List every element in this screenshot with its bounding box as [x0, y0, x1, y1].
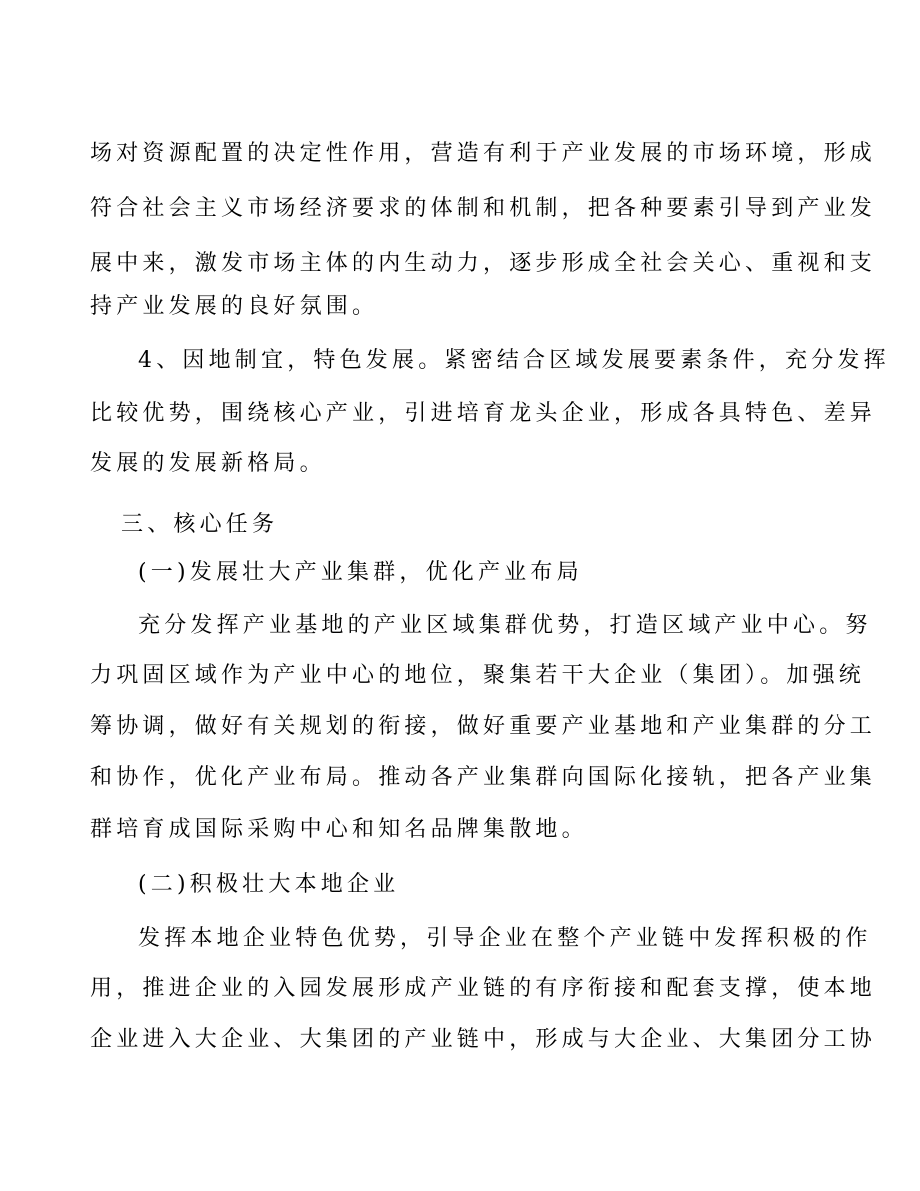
paragraph-line: 持产业发展的良好氛围。 — [90, 294, 379, 319]
paragraph-line: 4、因地制宜，特色发展。紧密结合区域发展要素条件，充分发挥 — [138, 348, 890, 373]
paragraph-line: 群培育成国际采购中心和知名品牌集散地。 — [90, 817, 588, 842]
subheading: (二)积极壮大本地企业 — [138, 872, 400, 897]
paragraph-line: 符合社会主义市场经济要求的体制和机制，把各种要素引导到产业发 — [90, 196, 877, 221]
paragraph-line: 发展的发展新格局。 — [90, 451, 326, 476]
paragraph-line: 和协作，优化产业布局。推动各产业集群向国际化接轨，把各产业集 — [90, 765, 877, 790]
paragraph-line: 用，推进企业的入园发展形成产业链的有序衔接和配套支撑，使本地 — [90, 976, 877, 1001]
paragraph-line: 企业进入大企业、大集团的产业链中，形成与大企业、大集团分工协 — [90, 1027, 877, 1052]
paragraph-line: 展中来，激发市场主体的内生动力，逐步形成全社会关心、重视和支 — [90, 251, 877, 276]
paragraph-line: 充分发挥产业基地的产业区域集群优势，打造区域产业中心。努 — [138, 613, 872, 638]
subheading: (一)发展壮大产业集群，优化产业布局 — [138, 560, 583, 585]
paragraph-line: 比较优势，围绕核心产业，引进培育龙头企业，形成各具特色、差异 — [90, 401, 877, 426]
paragraph-line: 发挥本地企业特色优势，引导企业在整个产业链中发挥积极的作 — [138, 926, 872, 951]
paragraph-line: 筹协调，做好有关规划的衔接，做好重要产业基地和产业集群的分工 — [90, 714, 877, 739]
section-heading: 三、核心任务 — [121, 512, 279, 537]
paragraph-line: 力巩固区域作为产业中心的地位，聚集若干大企业（集团）。加强统 — [90, 663, 866, 688]
paragraph-line: 场对资源配置的决定性作用，营造有利于产业发展的市场环境，形成 — [90, 141, 877, 166]
